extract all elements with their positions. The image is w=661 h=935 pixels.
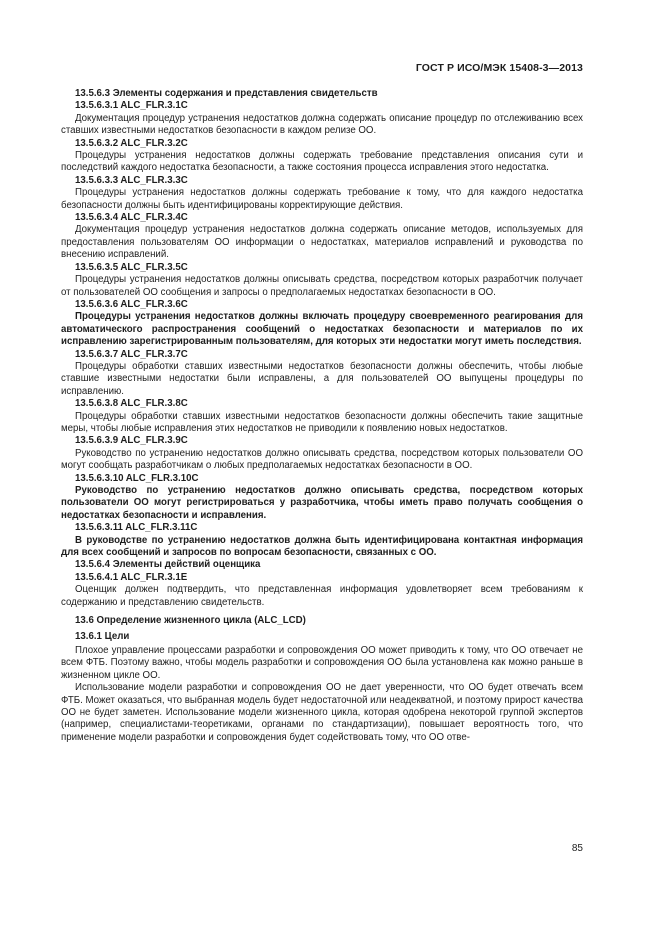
clause-heading: 13.5.6.3.4 ALC_FLR.3.4C (75, 212, 188, 224)
clause-heading: 13.5.6.3.11 ALC_FLR.3.11C (75, 522, 198, 534)
page-number: 85 (571, 843, 583, 854)
page-header: ГОСТ Р ИСО/МЭК 15408-3—2013 (415, 62, 583, 74)
subsection-heading: 13.6.1 Цели (75, 631, 130, 643)
paragraph-bold: Руководство по устранению недостатков должно описывать средства, посредством которых пользователи ОО могут регистрироваться у разработчика, чтобы иметь право получать сообщения о недостатках безопасности и исправления. (61, 485, 583, 521)
document-body (61, 88, 583, 744)
paragraph-bold: В руководстве по устранению недостатков должна быть идентифицирована контактная информация для всех сообщений и запросов по вопросам безопасности, связанных с ОО. (61, 534, 583, 559)
clause-heading: 13.5.6.3 Элементы содержания и представления свидетельств (75, 88, 378, 99)
paragraph: Процедуры устранения недостатков должны содержать требование представления описания сути и последствий каждого недостатка безопасности, а также состояния процесса исправления этого недостатка. (61, 150, 583, 174)
paragraph-bold: Процедуры устранения недостатков должны включать процедуру своевременного реагирования для автоматического распространения сообщений о недостатках безопасности и материалов по их исправлению зарегистрированным пользователям, для которых эти недостатки могут иметь последствия. (61, 311, 583, 348)
clause-heading: 13.5.6.3.8 ALC_FLR.3.8C (75, 398, 188, 410)
clause-heading: 13.5.6.3.3 ALC_FLR.3.3C (75, 174, 188, 186)
paragraph: Оценщик должен подтвердить, что представленная информация удовлетворяет всем требованиям к содержанию и представлению свидетельств. (61, 584, 583, 608)
section-heading: 13.6 Определение жизненного цикла (ALC_LCD) (75, 615, 306, 627)
clause-heading: 13.5.6.4 Элементы действий оценщика (75, 559, 261, 571)
clause-heading: 13.5.6.3.6 ALC_FLR.3.6C (75, 298, 188, 310)
clause-heading: 13.5.6.3.5 ALC_FLR.3.5C (75, 261, 188, 273)
paragraph: Процедуры обработки ставших известными недостатков безопасности должны обеспечить такие защитные меры, чтобы любые исправления этих недостатков не приводили к появлению новых недостатков. (61, 410, 583, 434)
clause-heading: 13.5.6.4.1 ALC_FLR.3.1E (75, 571, 188, 583)
clause-heading: 13.5.6.3.10 ALC_FLR.3.10C (75, 472, 199, 484)
clause-heading: 13.5.6.3.1 ALC_FLR.3.1C (75, 100, 188, 112)
paragraph: Использование модели разработки и сопровождения ОО не дает уверенности, что ОО будет отвечать всем ФТБ. Может оказаться, что выбранная модель будет недостаточной или неадекватной, и поэтому прирост качества ОО не будет заметен. Использование модели жизненного цикла, которая одобрена некоторой группой экспертов (например, специалистами-теоретиками, органами по стандартизации), повышает вероятность того, что применение модели разработки и сопровождения будет содействовать тому, что ОО отве- (61, 682, 583, 743)
paragraph: Процедуры обработки ставших известными недостатков безопасности должны обеспечить, чтобы любые ставшие известными недостатки были исправлены, а для пользователей ОО выпущены процедуры по исправлению. (61, 360, 583, 397)
paragraph: Документация процедур устранения недостатков должна содержать описание процедур по отслеживанию всех ставших известными недостатков безопасности в каждом релизе ОО. (61, 112, 583, 137)
clause-heading: 13.5.6.3.7 ALC_FLR.3.7C (75, 348, 188, 360)
clause-heading: 13.5.6.3.2 ALC_FLR.3.2C (75, 137, 188, 149)
paragraph: Плохое управление процессами разработки и сопровождения ОО может приводить к тому, что ОО отвечает не всем ФТБ. Поэтому важно, чтобы модель разработки и сопровождения ОО была установлена как можно раньше в жизненном цикле ОО. (61, 644, 583, 681)
paragraph: Документация процедур устранения недостатков должна содержать описание методов, используемых для предоставления пользователям ОО информации о недостатках, материалов исправлений и руководства по внесению исправлений. (61, 224, 583, 261)
paragraph: Руководство по устранению недостатков должно описывать средства, посредством которых пользователи ОО могут сообщать разработчикам о любых предполагаемых недостатках безопасности в ОО. (61, 447, 583, 472)
clause-heading: 13.5.6.3.9 ALC_FLR.3.9C (75, 435, 188, 447)
paragraph: Процедуры устранения недостатков должны содержать требование к тому, что для каждого недостатка безопасности должны быть идентифицированы корректирующие действия. (61, 187, 583, 211)
paragraph: Процедуры устранения недостатков должны описывать средства, посредством которых разработчик получает от пользователей ОО сообщения и запросы о предполагаемых недостатках безопасности в ОО. (61, 274, 583, 298)
